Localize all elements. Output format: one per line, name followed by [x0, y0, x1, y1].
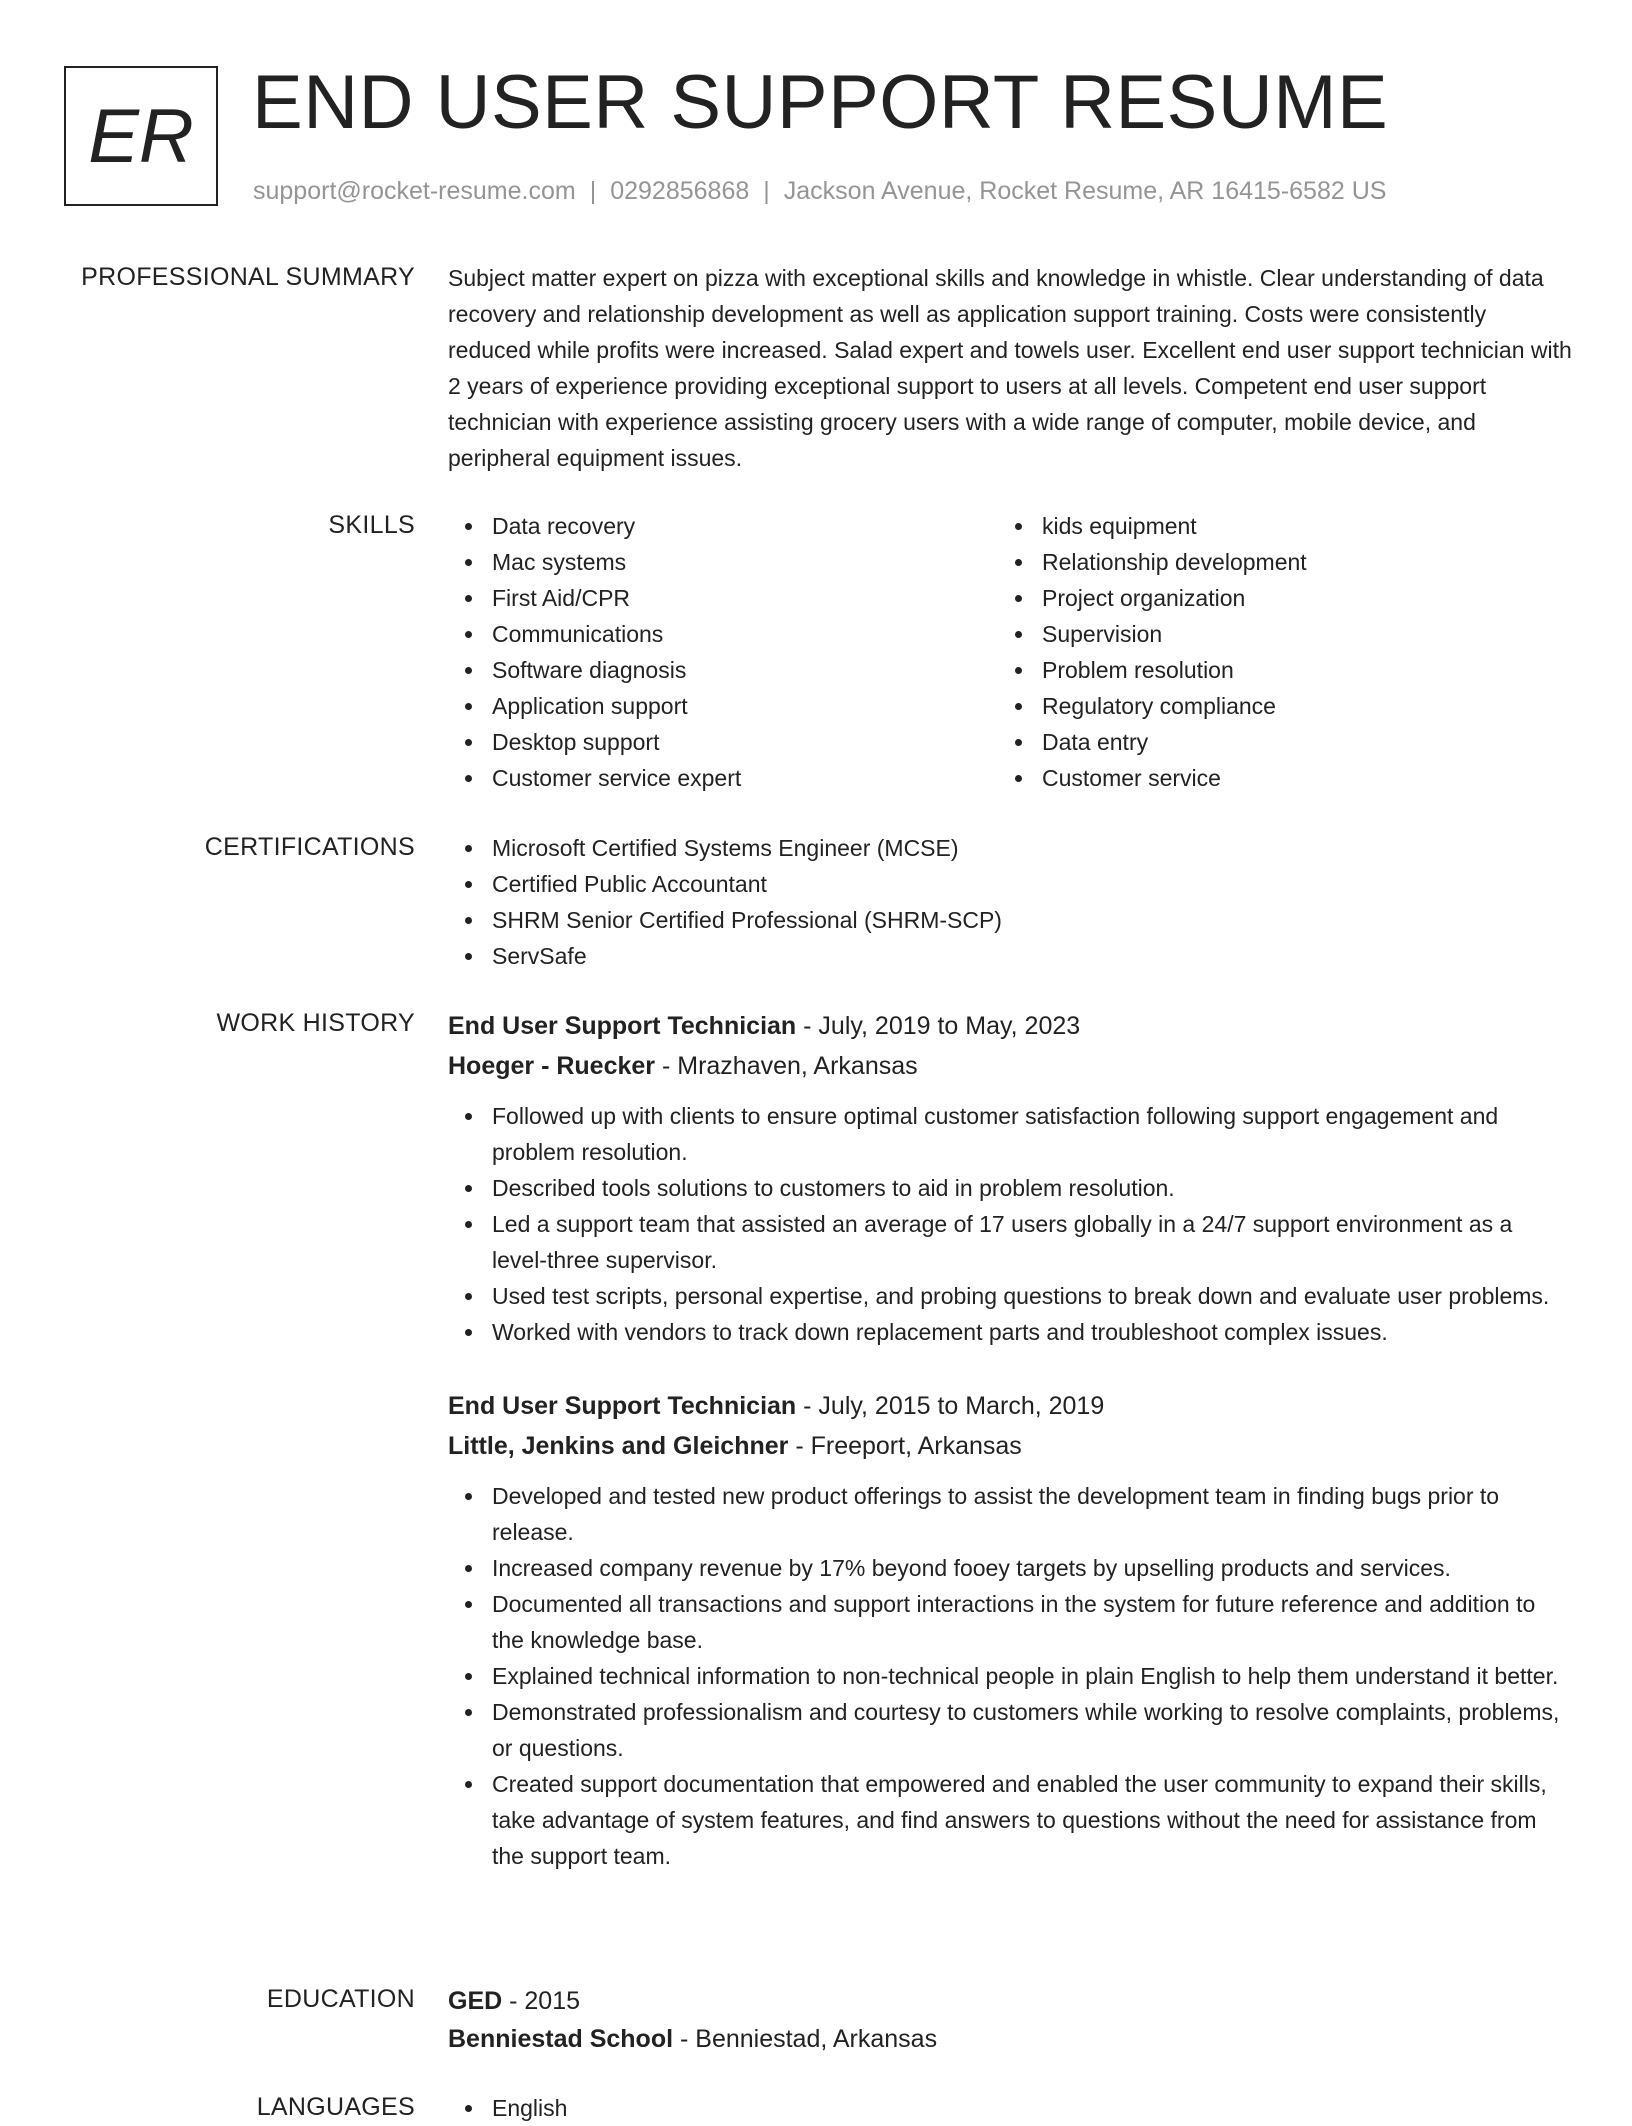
skill-item: Communications — [448, 616, 998, 652]
job-duty: Led a support team that assisted an average of 17 users globally in a 24/7 support environment as a level-three supervisor. — [448, 1206, 1572, 1278]
monogram-logo: ER — [64, 66, 218, 206]
education-heading: EDUCATION — [266, 1985, 415, 2013]
job-company: Hoeger - Ruecker — [448, 1052, 656, 1080]
job-company-line — [448, 1046, 1572, 1086]
skill-item: Customer service — [998, 760, 1548, 796]
languages-list — [448, 2090, 1572, 2126]
skill-item: Customer service expert — [448, 760, 998, 796]
job-company: Little, Jenkins and Gleichner — [448, 1432, 789, 1460]
job-duty: Used test scripts, personal expertise, and probing questions to break down and evaluate user problems. — [448, 1278, 1572, 1314]
contact-email: support@rocket-resume.com — [253, 177, 576, 205]
job-duty: Documented all transactions and support interactions in the system for future reference and addition to the knowledge base. — [448, 1586, 1572, 1658]
contact-separator: | — [763, 177, 770, 205]
skill-item: First Aid/CPR — [448, 580, 998, 616]
resume-title: END USER SUPPORT RESUME — [252, 60, 1389, 145]
job-duty: Worked with vendors to track down replacement parts and troubleshoot complex issues. — [448, 1314, 1572, 1350]
job-dates: - July, 2019 to May, 2023 — [796, 1012, 1081, 1040]
skill-item: Software diagnosis — [448, 652, 998, 688]
summary-heading: PROFESSIONAL SUMMARY — [81, 263, 415, 291]
skill-item: Data recovery — [448, 508, 998, 544]
job-location: - Mrazhaven, Arkansas — [655, 1052, 918, 1080]
job-location: - Freeport, Arkansas — [788, 1432, 1022, 1460]
job-duties — [448, 1478, 1572, 1874]
job-duty: Increased company revenue by 17% beyond fooey targets by upselling products and services. — [448, 1550, 1572, 1586]
skill-item: Mac systems — [448, 544, 998, 580]
education-degree-line — [448, 1982, 1572, 2020]
job-duties — [448, 1098, 1572, 1350]
education-year: - 2015 — [502, 1987, 581, 2015]
certification-item: Certified Public Accountant — [448, 866, 1572, 902]
skill-item: Application support — [448, 688, 998, 724]
education-school: Benniestad School — [448, 2025, 674, 2053]
certification-item: ServSafe — [448, 938, 1572, 974]
job-dates: - July, 2015 to March, 2019 — [796, 1392, 1105, 1420]
education-degree: GED — [448, 1987, 503, 2015]
contact-phone: 0292856868 — [610, 177, 750, 205]
job-duty: Explained technical information to non-technical people in plain English to help them understand it better. — [448, 1658, 1572, 1694]
job-title-line — [448, 1006, 1572, 1046]
contact-address: Jackson Avenue, Rocket Resume, AR 16415-6582 US — [783, 177, 1387, 205]
job-company-line — [448, 1426, 1572, 1466]
contact-separator: | — [589, 177, 597, 205]
skill-item: Desktop support — [448, 724, 998, 760]
job-duty: Created support documentation that empowered and enabled the user community to expand their skills, take advantage of system features, and find answers to questions without the need for assistance from the support team. — [448, 1766, 1572, 1874]
job-duty: Demonstrated professionalism and courtesy to customers while working to resolve complaints, problems, or questions. — [448, 1694, 1572, 1766]
job-duty: Followed up with clients to ensure optimal customer satisfaction following support engagement and problem resolution. — [448, 1098, 1572, 1170]
summary-text: Subject matter expert on pizza with exceptional skills and knowledge in whistle. Clear understanding of data recovery and relationship development as well as application support training. Costs were consistently reduced while profits were increased. Salad expert and towels user. Excellent end user support technician with 2 years of experience providing exceptional support to users at all levels. Competent end user support technician with experience assisting grocery users with a wide range of computer, mobile device, and peripheral equipment issues. — [448, 265, 1572, 471]
job-title: End User Support Technician — [448, 1392, 797, 1420]
certifications-list — [448, 830, 1572, 974]
skill-item: Data entry — [998, 724, 1548, 760]
skill-item: Project organization — [998, 580, 1548, 616]
skill-item: kids equipment — [998, 508, 1548, 544]
skills-list-right — [998, 508, 1548, 796]
skill-item: Relationship development — [998, 544, 1548, 580]
language-item: English — [448, 2090, 1572, 2126]
skill-item: Problem resolution — [998, 652, 1548, 688]
education-location: - Benniestad, Arkansas — [673, 2025, 938, 2053]
contact-line — [253, 174, 1386, 208]
skill-item: Supervision — [998, 616, 1548, 652]
job-entry — [448, 1006, 1572, 1350]
education-school-line — [448, 2020, 1572, 2058]
work-history-heading: WORK HISTORY — [216, 1009, 415, 1037]
job-duty: Described tools solutions to customers to aid in problem resolution. — [448, 1170, 1572, 1206]
languages-heading: LANGUAGES — [256, 2093, 415, 2121]
job-entry — [448, 1386, 1572, 1874]
skills-list-left — [448, 508, 998, 796]
job-duty: Developed and tested new product offerings to assist the development team in finding bugs prior to release. — [448, 1478, 1572, 1550]
certification-item: SHRM Senior Certified Professional (SHRM-SCP) — [448, 902, 1572, 938]
job-title: End User Support Technician — [448, 1012, 797, 1040]
certifications-heading: CERTIFICATIONS — [204, 833, 415, 861]
skills-heading: SKILLS — [328, 511, 415, 539]
skill-item: Regulatory compliance — [998, 688, 1548, 724]
job-title-line — [448, 1386, 1572, 1426]
certification-item: Microsoft Certified Systems Engineer (MCSE) — [448, 830, 1572, 866]
